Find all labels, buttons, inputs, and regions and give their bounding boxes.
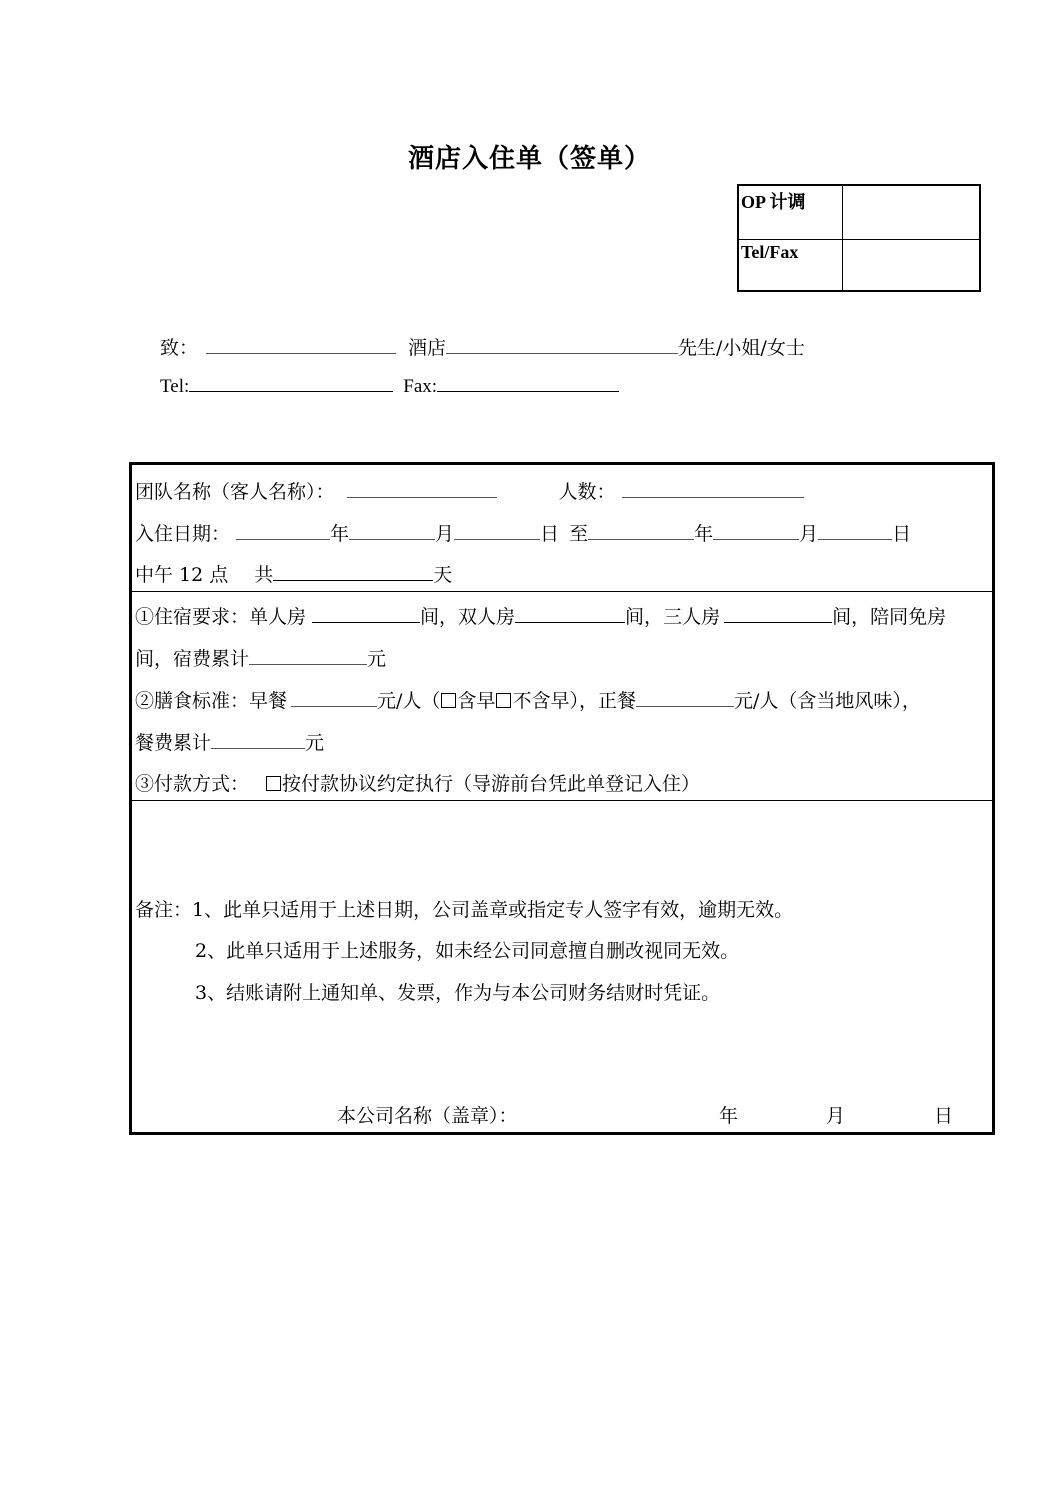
salutation-label: 先生/小姐/女士 bbox=[678, 337, 805, 359]
page-title: 酒店入住单（签单） bbox=[407, 144, 651, 174]
booking-form-box bbox=[129, 462, 995, 1135]
group-row bbox=[135, 477, 804, 504]
year-label: 年 bbox=[330, 523, 350, 545]
month-label: 月 bbox=[799, 523, 819, 545]
duration-row bbox=[135, 560, 452, 587]
note-item: 2、此单只适用于上述服务，如未经公司同意擅自删改视同无效。 bbox=[195, 940, 740, 962]
payment-option-label: 按付款协议约定执行（导游前台凭此单登记入住） bbox=[282, 773, 701, 795]
fax-label: Fax: bbox=[403, 376, 438, 397]
single-room-field[interactable] bbox=[312, 606, 420, 623]
checkin-label: 入住日期： bbox=[135, 523, 231, 545]
section-divider bbox=[132, 591, 992, 592]
lunch-price-field[interactable] bbox=[636, 690, 734, 707]
days-unit: 天 bbox=[433, 564, 453, 586]
payment-label: ③付款方式： bbox=[135, 773, 250, 795]
note-item: 3、结账请附上通知单、发票，作为与本公司财务结财时凭证。 bbox=[195, 982, 721, 1004]
checkout-month-field[interactable] bbox=[713, 523, 799, 540]
telfax-label: Tel/Fax bbox=[741, 242, 799, 262]
group-name-label: 团队名称（客人名称）： bbox=[135, 481, 335, 503]
payment-agreement-checkbox[interactable] bbox=[266, 776, 281, 791]
noon-label: 中午 12 点 bbox=[135, 564, 229, 586]
yuan-label: 元 bbox=[367, 648, 387, 670]
fax-field[interactable] bbox=[437, 375, 619, 392]
checkout-day-field[interactable] bbox=[818, 523, 892, 540]
to-label: 致： bbox=[160, 337, 199, 359]
meal-total-label: 餐费累计 bbox=[135, 732, 212, 754]
lodging-total-row bbox=[135, 644, 386, 671]
checkin-day-field[interactable] bbox=[454, 523, 540, 540]
breakfast-price-field[interactable] bbox=[291, 690, 377, 707]
lodging-total-label: 宿费累计 bbox=[173, 648, 250, 670]
year-label: 年 bbox=[694, 523, 714, 545]
lunch-label: 正餐 bbox=[597, 690, 636, 712]
note-row-2 bbox=[195, 936, 739, 963]
tel-field[interactable] bbox=[189, 375, 393, 392]
address-line-contact bbox=[160, 375, 619, 398]
yuan-label: 元 bbox=[305, 732, 325, 754]
meal-row bbox=[135, 686, 921, 713]
include-breakfast-checkbox[interactable] bbox=[441, 693, 456, 708]
footer-month: 月 bbox=[826, 1105, 846, 1127]
payment-row bbox=[135, 769, 700, 796]
people-label: 人数： bbox=[558, 481, 616, 503]
lodging-total-field[interactable] bbox=[249, 648, 367, 665]
people-field[interactable] bbox=[622, 481, 804, 498]
hotel-field[interactable] bbox=[446, 337, 678, 354]
note-row-3 bbox=[195, 978, 720, 1005]
address-line-to bbox=[160, 333, 805, 360]
company-name-label: 本公司名称（盖章）： bbox=[337, 1105, 518, 1127]
note-item: 1、此单只适用于上述日期，公司盖章或指定专人签字有效，逾期无效。 bbox=[192, 899, 794, 921]
op-contact-table bbox=[737, 184, 981, 292]
tel-label: Tel: bbox=[160, 376, 190, 397]
notes-label: 备注： bbox=[135, 899, 193, 921]
op-label: OP 计调 bbox=[741, 192, 806, 212]
checkin-year-field[interactable] bbox=[236, 523, 330, 540]
meal-total-row bbox=[135, 728, 324, 755]
footer-year: 年 bbox=[719, 1105, 739, 1127]
to-label: 至 bbox=[569, 523, 589, 545]
section-divider bbox=[132, 800, 992, 801]
paren-label: ）， bbox=[569, 690, 598, 712]
room-unit: 间， bbox=[625, 606, 664, 628]
op-value-field[interactable] bbox=[843, 186, 979, 239]
checkin-row bbox=[135, 519, 911, 546]
per-person-local-label: 元/人（含当地风味）， bbox=[733, 690, 921, 712]
per-person-label: 元/人（ bbox=[377, 690, 441, 712]
include-breakfast-label: 含早 bbox=[457, 690, 496, 712]
double-room-field[interactable] bbox=[515, 606, 625, 623]
room-unit: 间， bbox=[420, 606, 459, 628]
checkin-month-field[interactable] bbox=[349, 523, 435, 540]
month-label: 月 bbox=[435, 523, 455, 545]
hotel-label: 酒店 bbox=[408, 337, 447, 359]
footer-day: 日 bbox=[934, 1105, 954, 1127]
note-row-1 bbox=[135, 895, 793, 922]
checkout-year-field[interactable] bbox=[588, 523, 694, 540]
meal-total-field[interactable] bbox=[211, 732, 305, 749]
day-label: 日 bbox=[540, 523, 560, 545]
days-field[interactable] bbox=[273, 564, 433, 581]
company-seal-row bbox=[337, 1101, 518, 1128]
exclude-breakfast-checkbox[interactable] bbox=[496, 693, 511, 708]
exclude-breakfast-label: 不含早 bbox=[512, 690, 570, 712]
triple-room-label: 三人房 bbox=[663, 606, 721, 628]
escort-room-label: 陪同免房 bbox=[870, 606, 947, 628]
lodging-row bbox=[135, 602, 946, 629]
group-name-field[interactable] bbox=[347, 481, 497, 498]
room-unit: 间， bbox=[135, 648, 174, 670]
day-label: 日 bbox=[892, 523, 912, 545]
room-unit: 间， bbox=[832, 606, 871, 628]
meal-label: ②膳食标准：早餐 bbox=[135, 690, 288, 712]
to-field[interactable] bbox=[206, 337, 396, 354]
total-label: 共 bbox=[254, 564, 274, 586]
triple-room-field[interactable] bbox=[724, 606, 832, 623]
telfax-value-field[interactable] bbox=[843, 240, 979, 290]
lodging-label: ①住宿要求：单人房 bbox=[135, 606, 307, 628]
double-room-label: 双人房 bbox=[458, 606, 516, 628]
